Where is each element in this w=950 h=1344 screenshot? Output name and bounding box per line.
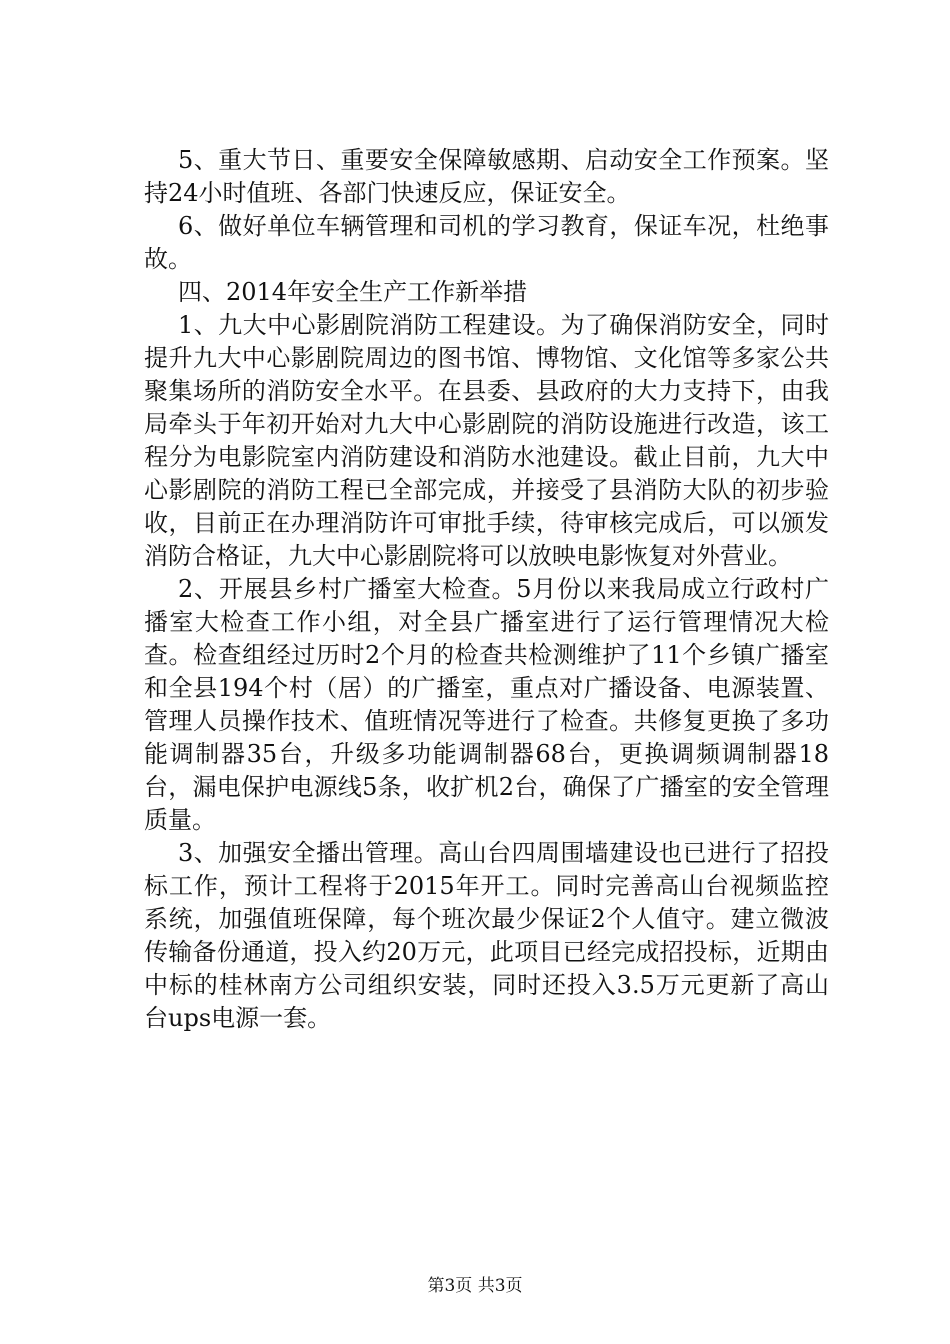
paragraph-item-6: 6、做好单位车辆管理和司机的学习教育，保证车况，杜绝事故。 xyxy=(144,212,829,273)
paragraph-measure-1: 1、九大中心影剧院消防工程建设。为了确保消防安全，同时提升九大中心影剧院周边的图书馆、博物馆、文化馆等多家公共聚集场所的消防安全水平。在县委、县政府的大力支持下，由我局牵头于年初开始对九大中心影剧院的消防设施进行改造，该工程分为电影院室内消防建设和消防水池建设。截止目前，九大中心影剧院的消防工程已全部完成，并接受了县消防大队的初步验收，目前正在办理消防许可审批手续，待审核完成后，可以颁发消防合格证，九大中心影剧院将可以放映电影恢复对外营业。 xyxy=(144,311,829,570)
paragraph-measure-3: 3、加强安全播出管理。高山台四周围墙建设也已进行了招投标工作，预计工程将于2015年开工。同时完善高山台视频监控系统，加强值班保障，每个班次最少保证2个人值守。建立微波传输备份通道，投入约20万元，此项目已经完成招投标，近期由中标的桂林南方公司组织安装，同时还投入3.5万元更新了高山台ups电源一套。 xyxy=(144,839,829,1032)
paragraph-item-5: 5、重大节日、重要安全保障敏感期、启动安全工作预案。坚持24小时值班、各部门快速反应，保证安全。 xyxy=(144,146,829,207)
section-heading-4: 四、2014年安全生产工作新举措 xyxy=(178,278,528,306)
document-body xyxy=(144,144,829,1035)
paragraph-measure-2: 2、开展县乡村广播室大检查。5月份以来我局成立行政村广播室大检查工作小组，对全县广播室进行了运行管理情况大检查。检查组经过历时2个月的检查共检测维护了11个乡镇广播室和全县194个村（居）的广播室，重点对广播设备、电源装置、管理人员操作技术、值班情况等进行了检查。共修复更换了多功能调制器35台，升级多功能调制器68台，更换调频调制器18台，漏电保护电源线5条，收扩机2台，确保了广播室的安全管理质量。 xyxy=(144,575,829,834)
page-footer: 第3页 共3页 xyxy=(427,1276,523,1296)
